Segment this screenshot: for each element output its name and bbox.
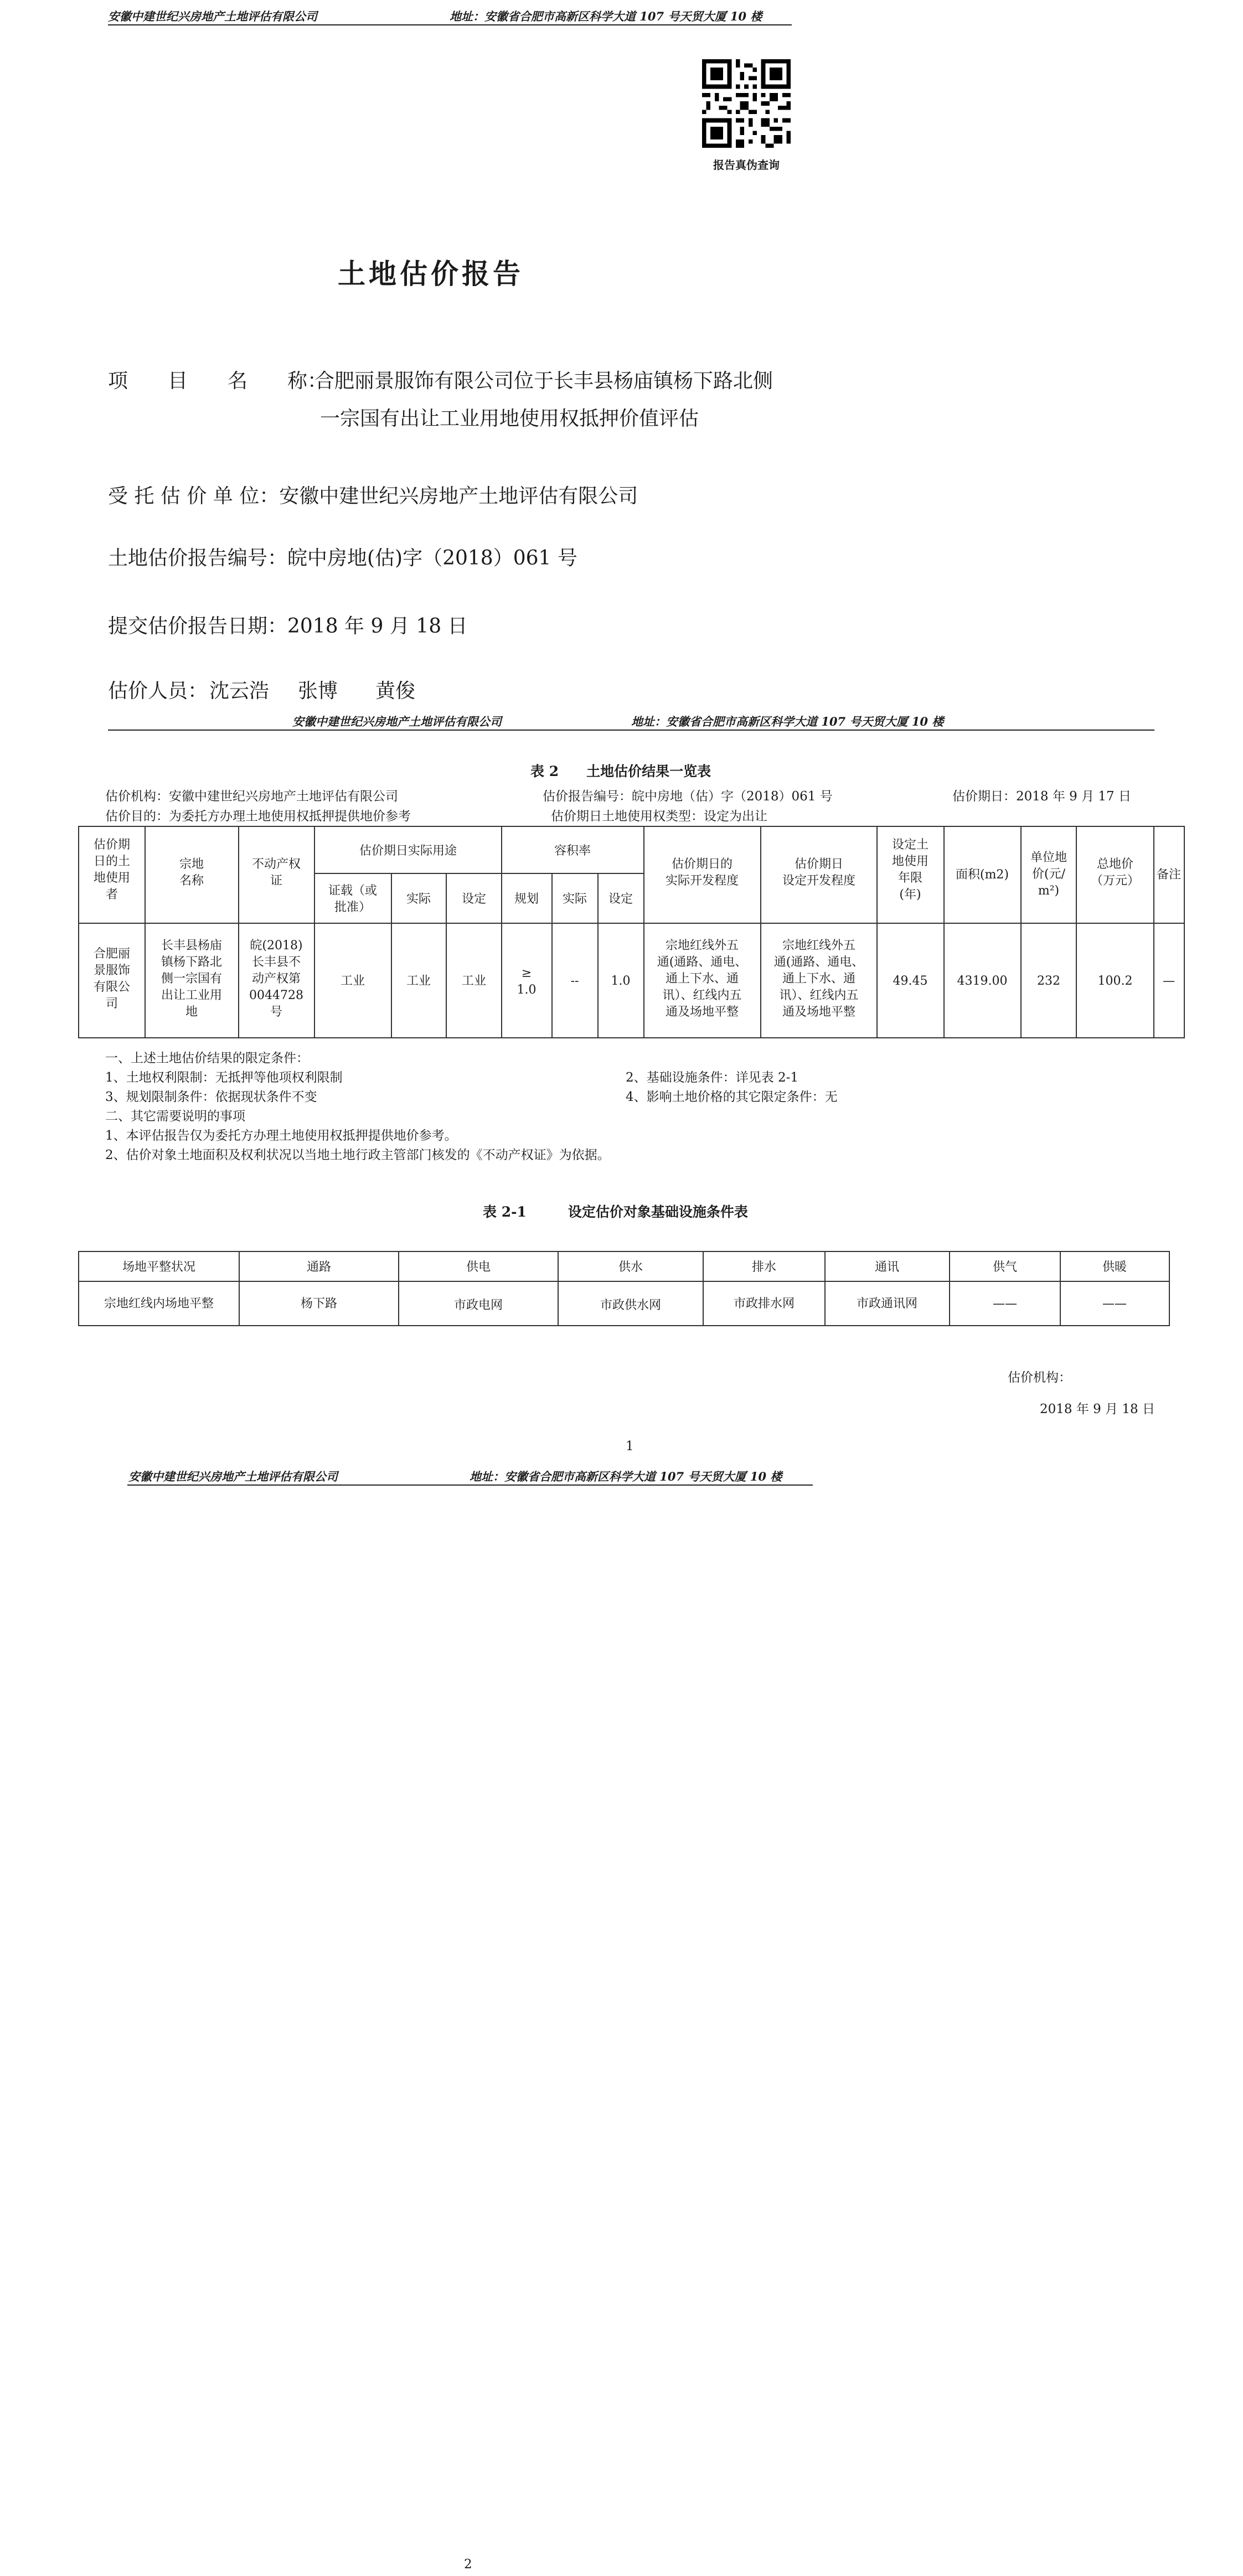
hdr-cert-1: 不动产权 [251,857,301,871]
report-title: 土地估价报告 [338,257,524,290]
cell-parcel-5: 地 [185,1005,198,1019]
hdr-user-1: 估价期 [93,838,131,852]
hdr-user-4: 者 [105,888,118,902]
note-3b: 4、影响土地价格的其它限定条件：无 [626,1090,838,1104]
hdr-unit-price-1: 单位地 [1030,851,1067,865]
signature-date: 2018 年 9 月 18 日 [1040,1402,1155,1416]
cell-parcel-4: 出让工业用 [161,989,223,1002]
cell-user-2: 景服饰 [93,964,131,977]
cell-far-set: 1.0 [611,974,631,988]
hdr-term-4: (年) [899,888,921,902]
hdr-user-3: 地使用 [93,871,131,885]
t21-hdr-6: 通讯 [874,1260,900,1274]
hdr-far-set: 设定 [608,892,633,906]
hdr-use-cert-1: 证载（或 [328,884,378,898]
t21-hdr-3: 供电 [466,1260,491,1274]
cell-cert-1: 皖(2018) [250,939,303,953]
hdr-dev-actual-1: 估价期日的 [671,857,733,871]
hdr-dev-actual-2: 实际开发程度 [665,874,739,888]
appraiser-2: 张博 [298,680,338,702]
hdr-far-plan: 规划 [514,892,539,906]
t21-hdr-1: 场地平整状况 [122,1260,196,1274]
header-address-p2: 地址：安徽省合肥市高新区科学大道 107 号天贸大厦 10 楼 [631,715,944,728]
hdr-parcel-2: 名称 [179,874,204,888]
info-valuation-date: 估价期日：2018 年 9 月 17 日 [952,789,1131,804]
cell-remark: — [1163,974,1175,988]
project-name-line2: 一宗国有出让工业用地使用权抵押价值评估 [320,407,699,430]
cell-dev-set-2: 通(通路、通电、 [773,955,864,969]
cell-dev-actual-1: 宗地红线外五 [665,939,739,953]
page-number-2: 2 [464,2557,472,2572]
hdr-term-1: 设定土 [891,838,929,852]
t21-cell-5: 市政排水网 [733,1297,795,1311]
header-rule-p3 [127,1484,813,1486]
info-report-number: 估价报告编号：皖中房地（估）字（2018）061 号 [543,789,833,804]
hdr-remark: 备注 [1156,868,1182,882]
cell-use-actual: 工业 [406,974,431,988]
t21-cell-8: —— [1102,1297,1127,1311]
info-right-type: 估价期日土地使用权类型：设定为出让 [551,809,767,824]
hdr-total-2: （万元） [1090,874,1140,888]
cell-dev-actual-5: 通及场地平整 [665,1005,739,1019]
cell-user-1: 合肥丽 [93,947,131,961]
cell-parcel-2: 镇杨下路北 [161,955,223,969]
report-number: 土地估价报告编号：皖中房地(估)字（2018）061 号 [108,547,577,570]
note-6: 2、估价对象土地面积及权利状况以当地土地行政主管部门核发的《不动产权证》为依据。 [105,1148,610,1162]
hdr-dev-set-1: 估价期日 [794,857,844,871]
t21-hdr-5: 排水 [751,1260,777,1274]
hdr-total-1: 总地价 [1096,857,1134,871]
t21-cell-2: 杨下路 [300,1297,338,1311]
cell-dev-set-5: 通及场地平整 [782,1005,856,1019]
table2-title: 表 2 土地估价结果一览表 [530,763,711,779]
entrusted-unit: 受 托 估 价 单 位：安徽中建世纪兴房地产土地评估有限公司 [108,485,638,508]
note-2: 1、土地权利限制：无抵押等他项权利限制 [105,1070,343,1085]
table21-title: 表 2-1 设定估价对象基础设施条件表 [483,1204,748,1220]
cell-area: 4319.00 [957,974,1008,988]
cell-dev-set-3: 通上下水、通 [782,972,856,986]
cell-far-plan-1: ≥ [521,966,532,980]
note-2b: 2、基础设施条件：详见表 2-1 [626,1070,798,1085]
t21-cell-1: 宗地红线内场地平整 [104,1297,214,1311]
submit-date: 提交估价报告日期：2018 年 9 月 18 日 [108,615,468,638]
t21-cell-4: 市政供水网 [600,1299,662,1312]
hdr-parcel-1: 宗地 [179,857,204,871]
t21-cell-6: 市政通讯网 [856,1297,918,1311]
cell-dev-actual-3: 通上下水、通 [665,972,739,986]
t21-hdr-7: 供气 [992,1260,1018,1274]
header-address-p3: 地址：安徽省合肥市高新区科学大道 107 号天贸大厦 10 楼 [470,1470,782,1483]
header-company-p3: 安徽中建世纪兴房地产土地评估有限公司 [128,1470,338,1483]
hdr-dev-set-2: 设定开发程度 [782,874,856,888]
cell-cert-2: 长丰县不 [251,955,301,969]
cell-unit-price: 232 [1037,974,1060,988]
project-name-line1: 合肥丽景服饰有限公司位于长丰县杨庙镇杨下路北侧 [314,370,773,392]
hdr-user-2: 日的土 [93,855,131,868]
cell-term: 49.45 [893,974,928,988]
cell-cert-3: 动产权第 [251,972,301,986]
header-address: 地址：安徽省合肥市高新区科学大道 107 号天贸大厦 10 楼 [450,9,762,23]
appraisers-label: 估价人员： [108,680,208,702]
note-1: 一、上述土地估价结果的限定条件： [105,1051,309,1065]
cell-dev-set-4: 讯）、红线内五 [779,989,859,1002]
hdr-use-set: 设定 [461,892,487,906]
cell-dev-set-1: 宗地红线外五 [782,939,856,953]
hdr-term-2: 地使用 [891,855,929,868]
hdr-use-group: 估价期日实际用途 [359,844,457,858]
cell-parcel-3: 侧一宗国有 [161,972,223,986]
appraiser-1: 沈云浩 [209,680,270,702]
hdr-term-3: 年限 [898,871,923,885]
t21-hdr-4: 供水 [618,1260,643,1274]
page-number-1: 1 [626,1439,634,1453]
note-4: 二、其它需要说明的事项 [105,1109,245,1124]
cell-dev-actual-2: 通(通路、通电、 [657,955,747,969]
cell-far-actual: -- [570,974,579,988]
hdr-use-cert-2: 批准） [334,901,372,914]
cell-use-cert: 工业 [340,974,365,988]
hdr-cert-2: 证 [270,874,283,888]
hdr-far-actual: 实际 [562,892,587,906]
cell-user-4: 司 [105,997,118,1011]
t21-hdr-8: 供暖 [1102,1260,1127,1274]
header-company-p2: 安徽中建世纪兴房地产土地评估有限公司 [292,715,502,728]
cell-dev-actual-4: 讯）、红线内五 [662,989,742,1002]
note-5: 1、本评估报告仅为委托方办理土地使用权抵押提供地价参考。 [105,1129,457,1143]
appraiser-3: 黄俊 [375,680,416,702]
header-company: 安徽中建世纪兴房地产土地评估有限公司 [108,9,317,23]
signature-agency: 估价机构： [1008,1370,1071,1385]
qr-caption: 报告真伪查询 [713,158,780,172]
note-3: 3、规划限制条件：依据现状条件不变 [105,1090,317,1104]
cell-far-plan-2: 1.0 [517,983,537,997]
cell-user-3: 有限公 [93,980,131,994]
t21-cell-7: —— [993,1297,1017,1311]
cell-use-set: 工业 [461,974,487,988]
hdr-use-actual: 实际 [406,892,431,906]
cell-cert-5: 号 [270,1005,283,1019]
cell-total-price: 100.2 [1097,974,1133,988]
project-label: 项 目 名 称： [108,370,328,392]
hdr-far-group: 容积率 [554,844,591,858]
info-agency: 估价机构：安徽中建世纪兴房地产土地评估有限公司 [105,789,398,804]
cell-parcel-1: 长丰县杨庙 [161,939,223,953]
t21-cell-3: 市政电网 [453,1299,503,1312]
t21-hdr-2: 通路 [306,1260,332,1274]
hdr-unit-price-2: 价(元/ [1032,867,1065,881]
cell-cert-4: 0044728 [249,989,303,1002]
hdr-unit-price-3: m²) [1038,884,1060,898]
info-purpose: 估价目的：为委托方办理土地使用权抵押提供地价参考 [105,809,411,824]
hdr-area: 面积(m2) [955,868,1009,882]
